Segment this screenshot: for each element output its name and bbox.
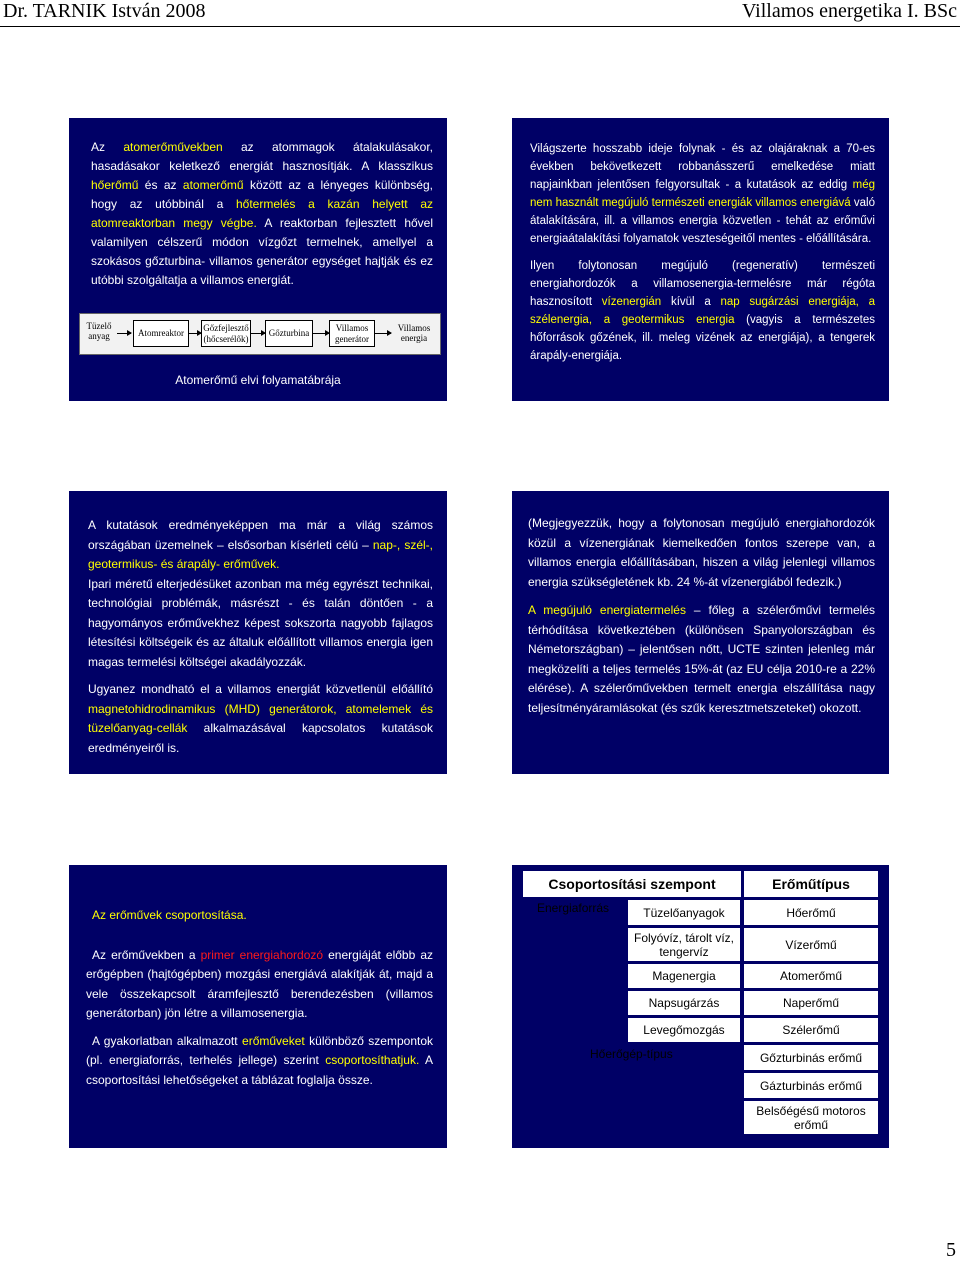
highlight: atomerőmű bbox=[182, 178, 244, 192]
table-group-energy-source: Energiaforrás bbox=[537, 901, 610, 915]
diagram-arrow bbox=[251, 333, 265, 334]
slide-3-paragraph-2 bbox=[88, 575, 433, 673]
slide-megjegyzes bbox=[512, 491, 889, 774]
text-run: az atommagok átalakulásakor, hasadásakor keletkező energiát hasznosítják. A klasszikus bbox=[91, 140, 434, 173]
slide-tablazat bbox=[512, 865, 889, 1148]
highlight: hőerőmű bbox=[91, 178, 139, 192]
slide-atomeromu bbox=[69, 118, 447, 401]
page-number: 5 bbox=[946, 1239, 956, 1261]
diagram-output: Villamos energia bbox=[397, 323, 431, 343]
highlight: A megújuló energiatermelés bbox=[528, 603, 686, 617]
table-type-ice: Belsőégésű motoros erőmű bbox=[744, 1101, 878, 1134]
text-run: való átalakítására, ill. a villamos energia közvetlen - tehát az erőművi energiaátalakítási folyamatok veszteségeitől mentes - előállítására. bbox=[530, 197, 875, 245]
slide-3-paragraph-1 bbox=[88, 516, 433, 575]
highlight: csoportosíthatjuk. bbox=[325, 1053, 420, 1067]
text-run: A csoportosítási lehetőségeket a táblázat foglalja össze. bbox=[86, 1053, 433, 1087]
diagram-arrow bbox=[313, 333, 329, 334]
highlight: erőműveket bbox=[242, 1033, 305, 1048]
table-header-criterion: Csoportosítási szempont bbox=[523, 871, 741, 897]
header-right: Villamos energetika I. BSc bbox=[741, 0, 957, 22]
diagram-turbine: Gőzturbina bbox=[265, 320, 313, 347]
slide-5-paragraph-2 bbox=[86, 1032, 433, 1091]
diagram-arrow bbox=[375, 333, 391, 334]
slide-4-paragraph-2 bbox=[528, 601, 875, 718]
text-run: energiáját előbb az erőgépben (hajtógépben) mozgási energiává alakítják át, majd a vele összekapcsolt áramfejlesztő berendezésben (villamos generátorban) jön létre a villamosenergia. bbox=[86, 947, 434, 1020]
diagram-fuel: Tüzelő anyag bbox=[86, 321, 112, 341]
text-run: Az erőművekben a bbox=[92, 947, 201, 962]
diagram-reactor: Atomreaktor bbox=[133, 320, 189, 347]
slide-1-text bbox=[91, 138, 433, 290]
text-run: (Megjegyezzük, hogy a folytonosan megújuló energiahordozók közül a vízenergiának kiemelkedően fontos szerepe van, a villamos energia előállításában, hiszen a világ jelenlegi villamos energia szükségletének kb. 24 %-át vízenergiából fedezik.) bbox=[528, 516, 875, 589]
diagram-arrow bbox=[117, 333, 131, 334]
text-run: alkalmazásával kapcsolatos kutatások eredményeiről is. bbox=[88, 721, 433, 755]
text-run: Ilyen folytonosan megújuló (regeneratív) természeti energiahordozók a villamosenergia-termelésre már régóta hasznosított bbox=[530, 260, 875, 308]
diagram-steam-generator bbox=[201, 320, 251, 347]
diagram-caption: Atomerőmű elvi folyamatábrája bbox=[175, 373, 341, 387]
highlight: hőtermelés a kazán helyett az atomreaktorban megy végbe. bbox=[91, 197, 433, 230]
table-source-water: Folyóvíz, tárolt víz, tengervíz bbox=[628, 928, 740, 961]
text-run: kívül a bbox=[661, 296, 721, 308]
highlight: magnetohidrodinamikus (MHD) generátorok, atomelemek és tüzelőanyag-cellák bbox=[88, 701, 433, 735]
table-type-nuclear: Atomerőmű bbox=[744, 964, 878, 988]
diagram-generator: Villamos generátor bbox=[329, 320, 375, 347]
table-group-engine-type: Hőerőgép-típus bbox=[590, 1047, 673, 1061]
text-run: A reaktorban fejlesztett hővel valamilyen célszerű módon vízgőzt termelnek, amellyel a szokásos gőzturbina- villamos generátor egységet hajtják és ez utóbbi szolgáltatja a villamos energiát. bbox=[91, 216, 434, 287]
table-source-wind: Levegőmozgás bbox=[628, 1018, 740, 1042]
header-rule bbox=[0, 26, 960, 27]
slide-5-paragraph-1 bbox=[86, 946, 433, 1024]
text-run: – főleg a szélerőművi termelés térhódítása következtében (különösen Spanyolországban és Németországban) – jelentősen nőtt, UCTE szinten jelenleg már megközelíti a teljes termelés 15%-át (az EU célja 2010-re a 22% elérése). A szélerőművekben termelt energia elszállítása nagy teljesítményáramlásokat (és szűk keresztmetszeteket) okozott. bbox=[528, 603, 875, 715]
slide-5-title: Az erőművek csoportosítása. bbox=[92, 908, 247, 922]
table-type-solar: Naperőmű bbox=[744, 991, 878, 1015]
text-run: (vagyis a természetes hőforrások gőzének, ill. meleg vizének az energiája), a tengerek árapály-energiája. bbox=[530, 314, 875, 362]
table-source-fuel: Tüzelőanyagok bbox=[628, 900, 740, 925]
table-type-steam-turbine: Gőzturbinás erőmű bbox=[744, 1045, 878, 1070]
slide-megujulo bbox=[512, 118, 889, 401]
text-run: A gyakorlatban alkalmazott bbox=[92, 1033, 243, 1048]
highlight: nap sugárzási energiája, a szélenergia, a geotermikus energia bbox=[530, 296, 875, 326]
table-type-wind: Szélerőmű bbox=[744, 1018, 878, 1042]
table-type-hydro: Vízerőmű bbox=[744, 928, 878, 961]
slide-4-paragraph-1 bbox=[528, 514, 875, 592]
highlight: nap-, szél-, geotermikus- és árapály- erőművek. bbox=[88, 537, 433, 571]
slide-3-paragraph-3 bbox=[88, 680, 433, 758]
table-source-solar: Napsugárzás bbox=[628, 991, 740, 1015]
diagram-label: Gőzfejlesztő bbox=[203, 322, 249, 333]
slide-csoportositas bbox=[69, 865, 447, 1148]
text-run: Világszerte hosszabb ideje folynak - és az olajáraknak a 70-es években bekövetkezett robbanásszerű emelkedése miatt napjainkban jelentősen felgyorsultak - a kutatások az eddig bbox=[530, 143, 875, 191]
slide-2-paragraph-2 bbox=[530, 257, 875, 365]
process-diagram bbox=[79, 313, 441, 355]
highlight: atomerőművekben bbox=[123, 140, 223, 154]
text-run: és az bbox=[138, 178, 183, 192]
slide-kutatasok bbox=[69, 491, 447, 774]
text-run: Ipari méretű elterjedésüket azonban ma még egyrészt technikai, technológiai problémák, másrészt - és talán döntően - a hagyományos erőművekhez képest sokszorta nagyobb fajlagos létesítési költségeik és az általuk előállított villamos energia igen magas termelési költségei akadályozzák. bbox=[88, 576, 433, 669]
text-run: Az bbox=[91, 140, 124, 154]
table-type-thermal: Hőerőmű bbox=[744, 900, 878, 925]
highlight: vízenergián bbox=[601, 296, 662, 308]
table-type-gas-turbine: Gázturbinás erőmű bbox=[744, 1073, 878, 1098]
highlight: még nem használt megújuló természeti energiák villamos energiává bbox=[530, 179, 875, 209]
highlight-red: primer energiahordozó bbox=[200, 947, 324, 962]
diagram-label: (hőcserélők) bbox=[203, 333, 249, 344]
diagram-arrow bbox=[189, 333, 201, 334]
text-run: között az a lényeges különbség, hogy az utóbbinál a bbox=[91, 178, 433, 211]
header-left: Dr. TARNIK István 2008 bbox=[3, 0, 206, 22]
text-run: A kutatások eredményeképpen ma már a világ számos országában üzemelnek – elsősorban kísérleti célú – bbox=[88, 518, 433, 552]
table-header-type: Erőműtípus bbox=[744, 871, 878, 897]
text-run: Ugyanez mondható el a villamos energiát közvetlenül előállító bbox=[88, 682, 433, 696]
text-run: különböző szempontok (pl. energiaforrás, terhelés jellege) szerint bbox=[86, 1033, 433, 1067]
slide-2-paragraph-1 bbox=[530, 140, 875, 248]
table-source-nuclear: Magenergia bbox=[628, 964, 740, 988]
